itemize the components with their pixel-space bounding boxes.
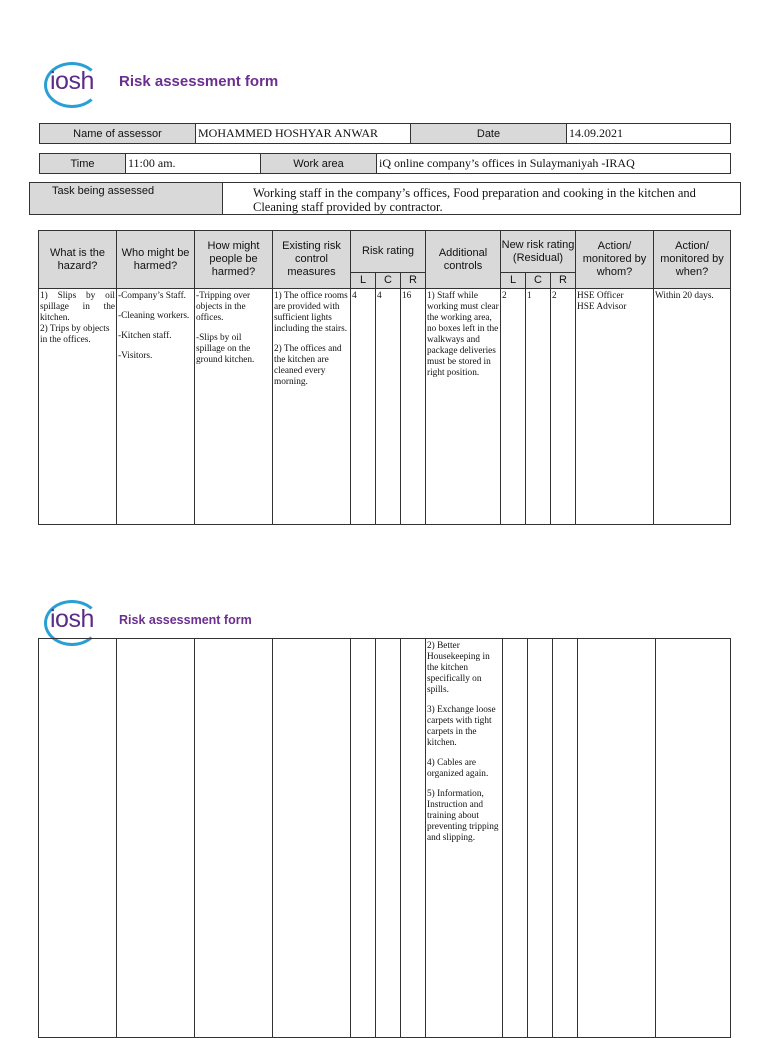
- task-value: Working staff in the company’s offices, Food preparation and cooking in the kitchen and Cleaning staff provided by contractor.: [223, 183, 741, 215]
- additional-5: 5) Information, Instruction and training about preventing tripping and slipping.: [427, 789, 499, 843]
- how-2: -Slips by oil spillage on the ground kitchen.: [196, 333, 255, 365]
- how-cell: [195, 289, 273, 525]
- existing-2: 2) The offices and the kitchen are cleaned every morning.: [274, 344, 342, 387]
- hazard-cell-2: [39, 639, 117, 1038]
- new-l-cell-2: [503, 639, 528, 1038]
- r-header: R: [401, 273, 426, 289]
- hazard-header: What is the hazard?: [39, 231, 117, 289]
- who-cell: [117, 289, 195, 525]
- date-label: Date: [411, 124, 567, 144]
- additional-2: 2) Better Housekeeping in the kitchen specifically on spills.: [427, 641, 490, 695]
- c-value: 4: [376, 289, 401, 525]
- time-row: [39, 153, 731, 174]
- r-cell-2: [401, 639, 426, 1038]
- additional-cell: [426, 289, 501, 525]
- page-title: Risk assessment form: [119, 73, 279, 90]
- assessor-value: MOHAMMED HOSHYAR ANWAR: [196, 124, 411, 144]
- risk-table: [38, 230, 731, 525]
- who-cell-2: [117, 639, 195, 1038]
- workarea-value: iQ online company’s offices in Sulaymaniyah -IRAQ: [377, 154, 731, 174]
- hazard-1: 1) Slips by oil spillage in the kitchen.: [40, 291, 115, 323]
- whom-2: HSE Advisor: [577, 302, 627, 312]
- action-when-header: Action/ monitored by when?: [654, 231, 731, 289]
- whom-1: HSE Officer: [577, 291, 624, 301]
- l-header: L: [351, 273, 376, 289]
- date-value: 14.09.2021: [567, 124, 731, 144]
- new-l-value: 2: [501, 289, 526, 525]
- existing-cell: [273, 289, 351, 525]
- new-risk-header: New risk rating (Residual): [501, 231, 576, 273]
- time-value: 11:00 am.: [126, 154, 261, 174]
- who-4: -Visitors.: [118, 351, 153, 361]
- additional-cell-2: [426, 639, 503, 1038]
- whom-cell: [576, 289, 654, 525]
- additional-1: 1) Staff while working must clear the working area, no boxes left in the walkways and package deliveries must be stored in right position.: [427, 291, 499, 378]
- c-header: C: [376, 273, 401, 289]
- additional-3: 3) Exchange loose carpets with tight carpets in the kitchen.: [427, 705, 496, 748]
- how-header: How might people be harmed?: [195, 231, 273, 289]
- page-title-2: Risk assessment form: [119, 613, 252, 627]
- risk-table-continued: [38, 638, 731, 1038]
- task-label: Task being assessed: [30, 183, 223, 215]
- who-1: -Company’s Staff.: [118, 291, 187, 301]
- risk-rating-header: Risk rating: [351, 231, 426, 273]
- how-cell-2: [195, 639, 273, 1038]
- whom-cell-2: [578, 639, 656, 1038]
- when-cell-2: [656, 639, 731, 1038]
- new-r-cell-2: [553, 639, 578, 1038]
- who-header: Who might be harmed?: [117, 231, 195, 289]
- existing-cell-2: [273, 639, 351, 1038]
- hazard-2: 2) Trips by objects in the offices.: [40, 324, 110, 345]
- c-cell-2: [376, 639, 401, 1038]
- existing-1: 1) The office rooms are provided with sufficient lights including the stairs.: [274, 291, 348, 334]
- new-r-header: R: [551, 273, 576, 289]
- task-row: [29, 182, 741, 215]
- logo-text: iosh: [50, 67, 94, 95]
- existing-header: Existing risk control measures: [273, 231, 351, 289]
- time-label: Time: [40, 154, 126, 174]
- logo-text-2: iosh: [50, 605, 94, 633]
- table-row: [39, 639, 731, 1038]
- new-c-header: C: [526, 273, 551, 289]
- action-whom-header: Action/ monitored by whom?: [576, 231, 654, 289]
- assessor-label: Name of assessor: [40, 124, 196, 144]
- who-3: -Kitchen staff.: [118, 331, 172, 341]
- how-1: -Tripping over objects in the offices.: [196, 291, 251, 323]
- new-l-header: L: [501, 273, 526, 289]
- additional-header: Additional controls: [426, 231, 501, 289]
- additional-4: 4) Cables are organized again.: [427, 758, 489, 779]
- hazard-cell: [39, 289, 117, 525]
- workarea-label: Work area: [261, 154, 377, 174]
- new-r-value: 2: [551, 289, 576, 525]
- who-2: -Cleaning workers.: [118, 311, 190, 321]
- l-value: 4: [351, 289, 376, 525]
- new-c-value: 1: [526, 289, 551, 525]
- table-row: [39, 289, 731, 525]
- r-value: 16: [401, 289, 426, 525]
- l-cell-2: [351, 639, 376, 1038]
- iosh-logo: [44, 62, 104, 108]
- when-cell: Within 20 days.: [654, 289, 731, 525]
- new-c-cell-2: [528, 639, 553, 1038]
- assessor-row: [39, 123, 731, 144]
